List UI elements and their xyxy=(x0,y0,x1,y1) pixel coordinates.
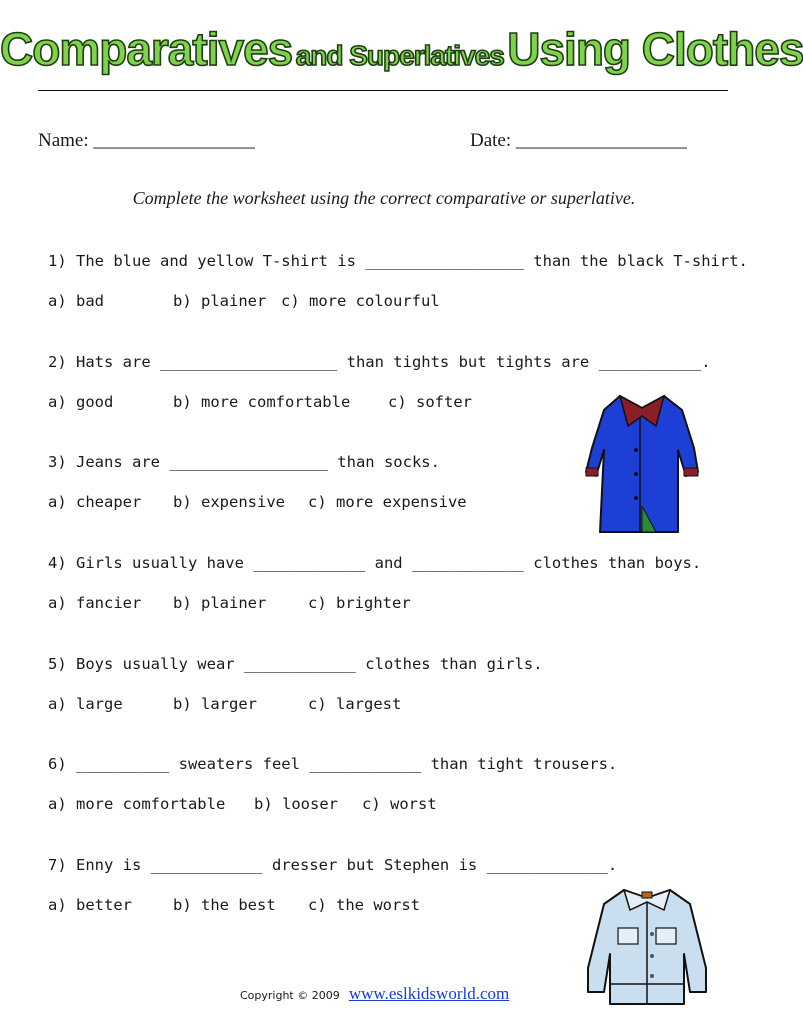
date-field[interactable]: Date: __________________ xyxy=(470,130,687,151)
option-7c[interactable]: c) the worst xyxy=(308,896,420,914)
options-2 xyxy=(48,393,608,413)
option-4a[interactable]: a) fancier xyxy=(48,594,142,612)
option-1c[interactable]: c) more colourful xyxy=(281,292,440,310)
question-3[interactable]: 3) Jeans are _________________ than socks. xyxy=(48,453,440,471)
option-5a[interactable]: a) large xyxy=(48,695,123,713)
option-6c[interactable]: c) worst xyxy=(362,795,437,813)
options-4 xyxy=(48,594,608,614)
options-7 xyxy=(48,896,608,916)
option-5b[interactable]: b) larger xyxy=(173,695,257,713)
option-3a[interactable]: a) cheaper xyxy=(48,493,142,511)
option-2a[interactable]: a) good xyxy=(48,393,114,411)
question-7[interactable]: 7) Enny is ____________ dresser but Stephen is _____________. xyxy=(48,856,618,874)
instructions: Complete the worksheet using the correct comparative or superlative. xyxy=(132,188,636,208)
question-4[interactable]: 4) Girls usually have ____________ and ____________ clothes than boys. xyxy=(48,554,702,572)
options-5 xyxy=(48,695,608,715)
option-5c[interactable]: c) largest xyxy=(308,695,402,713)
option-1a[interactable]: a) bad xyxy=(48,292,104,310)
worksheet-title xyxy=(0,22,803,76)
question-1[interactable]: 1) The blue and yellow T-shirt is _________________ than the black T-shirt. xyxy=(48,252,748,270)
option-1b[interactable]: b) plainer xyxy=(173,292,267,310)
blue-coat-illustration xyxy=(582,388,702,538)
option-3b[interactable]: b) expensive xyxy=(173,493,285,511)
options-3 xyxy=(48,493,608,513)
option-4c[interactable]: c) brighter xyxy=(308,594,411,612)
title-comparatives: Comparatives xyxy=(0,23,293,75)
copyright-text: Copyright © 2009 xyxy=(240,989,340,1002)
title-and-superlatives: and Superlatives xyxy=(295,40,504,71)
title-divider xyxy=(38,90,728,91)
options-6 xyxy=(48,795,608,815)
option-2b[interactable]: b) more comfortable xyxy=(173,393,351,411)
option-3c[interactable]: c) more expensive xyxy=(308,493,467,511)
option-6b[interactable]: b) looser xyxy=(254,795,338,813)
option-6a[interactable]: a) more comfortable xyxy=(48,795,226,813)
option-4b[interactable]: b) plainer xyxy=(173,594,267,612)
options-1 xyxy=(48,292,608,312)
eslkidsworld-link[interactable]: www.eslkidsworld.com xyxy=(348,984,510,1003)
name-field[interactable]: Name: _________________ xyxy=(38,130,255,151)
option-2c[interactable]: c) softer xyxy=(388,393,472,411)
footer-copyright xyxy=(240,984,509,1004)
option-7a[interactable]: a) better xyxy=(48,896,132,914)
denim-jacket-illustration xyxy=(582,884,712,1014)
question-2[interactable]: 2) Hats are ___________________ than tights but tights are ___________. xyxy=(48,353,711,371)
option-7b[interactable]: b) the best xyxy=(173,896,276,914)
question-5[interactable]: 5) Boys usually wear ____________ clothes than girls. xyxy=(48,655,543,673)
question-6[interactable]: 6) __________ sweaters feel ____________ than tight trousers. xyxy=(48,755,618,773)
title-using-clothes: Using Clothes xyxy=(507,23,803,75)
